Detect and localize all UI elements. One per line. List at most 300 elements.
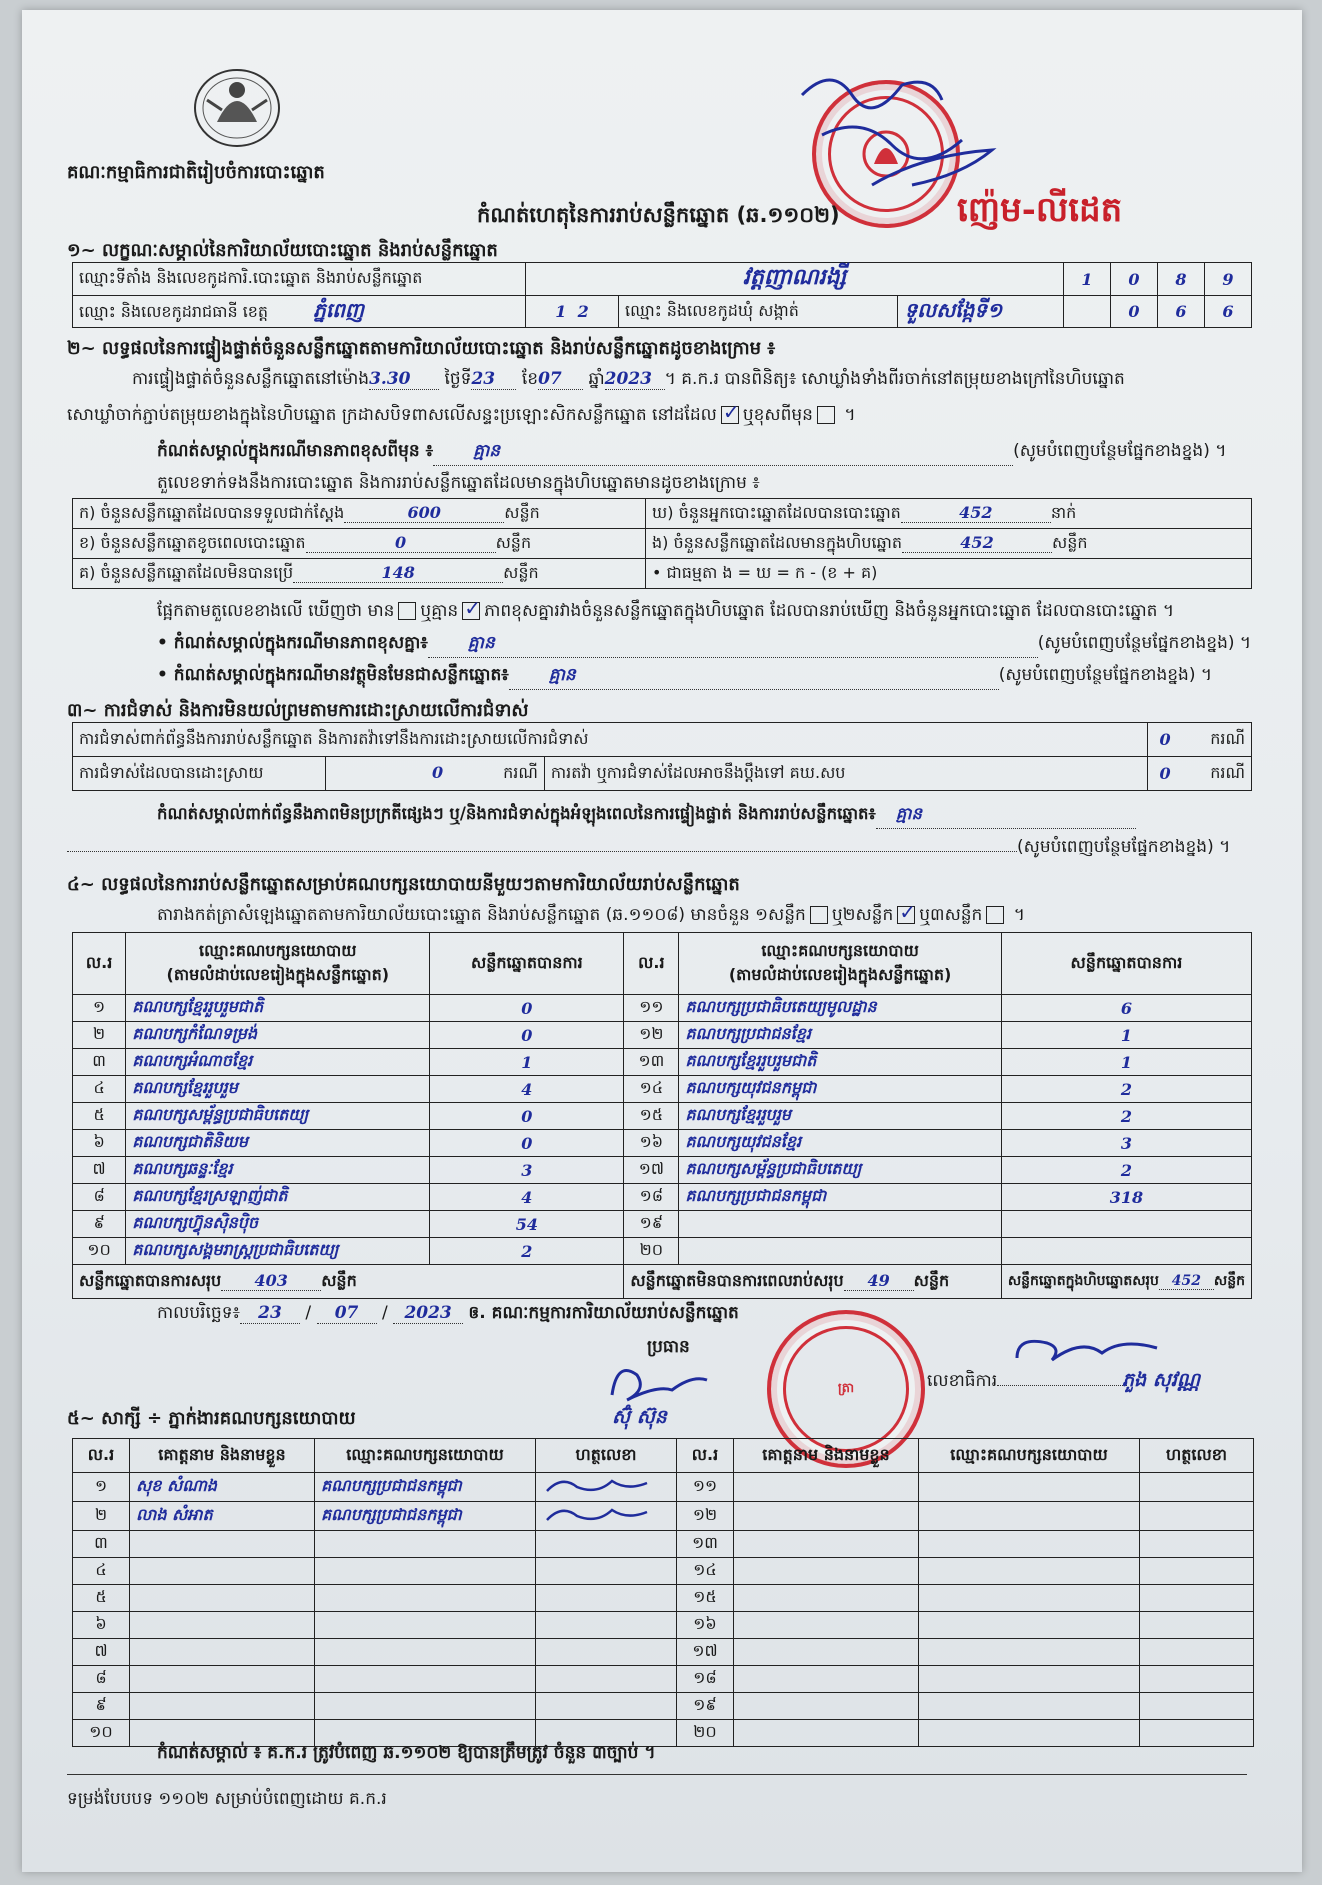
- witness-name: លាង សំអាត: [130, 1502, 315, 1531]
- result-no: ៩: [73, 1211, 126, 1238]
- witness-party: [315, 1585, 536, 1612]
- verify-time: 3.30: [369, 369, 439, 390]
- witness-no: ៩: [73, 1693, 130, 1720]
- verify-text-c: ខែ: [521, 369, 539, 389]
- results-col-no-left: ល.រ: [73, 933, 126, 995]
- verify-day: 23: [471, 369, 516, 390]
- witness-no: ១៥: [677, 1585, 734, 1612]
- verify-month: 07: [538, 369, 583, 390]
- site-code-4: 9: [1205, 263, 1252, 296]
- result-votes: 54: [430, 1211, 624, 1238]
- figure-e: [646, 529, 1252, 559]
- province-name: ភ្នំពេញ: [313, 297, 364, 322]
- result-votes: 0: [430, 1130, 624, 1157]
- sheets-line: តារាងកត់ត្រាសំឡេងឆ្នោតតាមការិយាល័យបោះឆ្នោត និងរាប់សន្លឹកឆ្នោត (ឆ.១១០៨) មានចំនួន ១សន្លឹក ឬ២សន្លឹក✓ ឬ៣សន្លឹក ។: [157, 904, 1025, 929]
- witness-signature: [1140, 1558, 1254, 1585]
- site-code-3: 8: [1158, 263, 1205, 296]
- secretary-dots: [997, 1385, 1127, 1386]
- witness-no: ១៩: [677, 1693, 734, 1720]
- result-votes: 0: [430, 1022, 624, 1049]
- sheets-1-checkbox[interactable]: [810, 906, 828, 924]
- difference-no-checkbox[interactable]: [462, 602, 480, 620]
- note2-value: គ្មាន: [428, 632, 1038, 658]
- complaint-row2-value-b: 0: [1147, 757, 1182, 791]
- witness-no: ២: [73, 1502, 130, 1531]
- witness-no: ២០: [677, 1720, 734, 1747]
- figure-e-label: ង) ចំនួនសន្លឹកឆ្នោតដែលមានក្នុងហិបឆ្នោត: [652, 532, 902, 552]
- witness-no: ១៤: [677, 1558, 734, 1585]
- complaint-row1-value: 0: [1147, 723, 1182, 757]
- result-no: ១៦: [624, 1130, 679, 1157]
- witness-name: [130, 1531, 315, 1558]
- witness-no: ៧: [73, 1639, 130, 1666]
- section3-heading: ៣~ ការជំទាស់ និងការមិនយល់ព្រមតាមការដោះស្រាយលើការជំទាស់: [67, 700, 529, 721]
- total-invalid-cell: [624, 1265, 1002, 1299]
- result-votes: 1: [1001, 1022, 1251, 1049]
- figure-c-unit: សន្លឹក: [503, 562, 539, 582]
- section3-note-line: [157, 804, 1136, 829]
- province-code-2: 2: [577, 302, 589, 321]
- witness-signature: [536, 1558, 677, 1585]
- result-party: គណបក្សសង្គមរាស្ត្រប្រជាធិបតេយ្យ: [126, 1238, 430, 1265]
- figure-a-label: ក) ចំនួនសន្លឹកឆ្នោតដែលបានទទួលជាក់ស្តែង: [79, 502, 345, 522]
- result-no: ៦: [73, 1130, 126, 1157]
- result-no: ១៤: [624, 1076, 679, 1103]
- section1-heading: ១~ លក្ខណៈសម្គាល់នៃការិយាល័យបោះឆ្នោត និងរាប់សន្លឹកឆ្នោត: [67, 240, 498, 261]
- figure-b-unit: សន្លឹក: [495, 532, 532, 552]
- result-party: គណបក្សអំណាចខ្មែរ: [126, 1049, 430, 1076]
- results-table: [72, 932, 1252, 1299]
- figure-c-label: គ) ចំនួនសន្លឹកឆ្នោតដែលមិនបានប្រើ: [79, 562, 294, 582]
- note1-fill-more: (សូមបំពេញបន្ថែមផ្នែកខាងខ្នង) ។: [1013, 441, 1227, 461]
- result-party: គណបក្សខ្មែររួបរួមជាតិ: [679, 1049, 1001, 1076]
- figure-d: [646, 499, 1252, 529]
- result-votes: 2: [1001, 1076, 1251, 1103]
- witness-signature: [536, 1666, 677, 1693]
- total-box-cell: [1001, 1265, 1251, 1299]
- result-party: គណបក្សឆន្ទៈខ្មែរ: [126, 1157, 430, 1184]
- results-row: [73, 1103, 1252, 1130]
- note3-label: • កំណត់សម្គាល់ក្នុងករណីមានវត្ថុមិនមែនជាសន្លឹកឆ្នោត៖: [157, 665, 509, 685]
- result-no: ១៣: [624, 1049, 679, 1076]
- result-votes: [1001, 1211, 1251, 1238]
- result-no: ៧: [73, 1157, 126, 1184]
- witness-signature: [1140, 1612, 1254, 1639]
- secretary-name: ភួង សុវណ្ណ: [1122, 1369, 1201, 1391]
- figure-a: [73, 499, 646, 529]
- total-box-value: 452: [1159, 1273, 1214, 1290]
- result-party: គណបក្សសម្ព័ន្ធប្រជាធិបតេយ្យ: [679, 1157, 1001, 1184]
- results-row: [73, 1184, 1252, 1211]
- result-no: ៨: [73, 1184, 126, 1211]
- witness-signature: [1140, 1585, 1254, 1612]
- section3-fill-more: (សូមបំពេញបន្ថែមផ្នែកខាងខ្នង) ។: [1017, 837, 1231, 857]
- witness-name: [130, 1558, 315, 1585]
- witness-row: [73, 1666, 1254, 1693]
- witness-signature: [536, 1612, 677, 1639]
- result-votes: 2: [1001, 1157, 1251, 1184]
- section2-heading: ២~ លទ្ធផលនៃការផ្ទៀងផ្ទាត់ចំនួនសន្លឹកឆ្នោតតាមការិយាល័យបោះឆ្នោត និងរាប់សន្លឹកឆ្នោតដូចខាងក្រោម ៖: [67, 338, 776, 359]
- witness-party: គណបក្សប្រជាជនកម្ពុជា: [315, 1473, 536, 1502]
- witness-col-name-left: គោត្តនាម និងនាមខ្លួន: [130, 1439, 315, 1473]
- witness-table: [72, 1438, 1254, 1747]
- date-day: 23: [240, 1303, 300, 1324]
- witness-name: [734, 1502, 919, 1531]
- results-col-party-left-1: ឈ្មោះគណបក្សនយោបាយ: [199, 940, 357, 960]
- witness-row: [73, 1531, 1254, 1558]
- result-party: គណបក្សខ្មែររួបរួម: [679, 1103, 1001, 1130]
- verify-year: 2023: [605, 369, 665, 390]
- complaint-row2-case-b: ករណី: [1182, 757, 1251, 791]
- witness-col-sign-right: ហត្ថលេខា: [1140, 1439, 1254, 1473]
- unchanged-checkbox[interactable]: [721, 406, 739, 424]
- witness-signature: [536, 1531, 677, 1558]
- witness-party: គណបក្សប្រជាជនកម្ពុជា: [315, 1502, 536, 1531]
- witness-name: [130, 1666, 315, 1693]
- result-party: គណបក្សប្រជាជនខ្មែរ: [679, 1022, 1001, 1049]
- witness-row: [73, 1558, 1254, 1585]
- witness-signature: [1140, 1693, 1254, 1720]
- complaint-row2-value: 0: [432, 762, 444, 782]
- section5-heading: ៥~ សាក្សី ÷ ភ្នាក់ងារគណបក្សនយោបាយ: [67, 1408, 356, 1429]
- stamp-name: ញ៉េម-លីដេត: [957, 190, 1123, 230]
- result-party: [679, 1238, 1001, 1265]
- result-party: គណបក្សខ្មែរស្រឡាញ់ជាតិ: [126, 1184, 430, 1211]
- witness-col-party-left: ឈ្មោះគណបក្សនយោបាយ: [315, 1439, 536, 1473]
- witness-signature: [536, 1473, 677, 1502]
- chair-signature: [597, 1355, 717, 1410]
- total-invalid-label: សន្លឹកឆ្នោតមិនបានការពេលរាប់សរុប: [630, 1270, 844, 1290]
- chair-label: ប្រធាន: [647, 1337, 690, 1357]
- province-label: [73, 296, 526, 328]
- result-no: ២០: [624, 1238, 679, 1265]
- note1-value: គ្មាន: [433, 440, 1013, 466]
- result-party: គណបក្សប្រជាធិបតេយ្យមូលដ្ឋាន: [679, 995, 1001, 1022]
- sheets-2-label: ឬ២សន្លឹក: [831, 905, 894, 925]
- date-year: 2023: [393, 1303, 463, 1324]
- note1-line: [157, 440, 1226, 466]
- witness-no: ១៣: [677, 1531, 734, 1558]
- figure-d-unit: នាក់: [1050, 502, 1077, 522]
- province-code-1: 1: [555, 302, 567, 321]
- result-no: ១១: [624, 995, 679, 1022]
- witness-signature-mark: [542, 1502, 652, 1526]
- witness-name: [130, 1693, 315, 1720]
- secretary-label-text: លេខាធិការ: [927, 1371, 998, 1391]
- result-votes: 1: [1001, 1049, 1251, 1076]
- figures-table: [72, 498, 1252, 589]
- result-party: គណបក្សសម្ព័ន្ធប្រជាធិបតេយ្យ: [126, 1103, 430, 1130]
- site-code-1: 1: [1064, 263, 1111, 296]
- results-row: [73, 995, 1252, 1022]
- result-votes: 3: [1001, 1130, 1251, 1157]
- witness-party: [919, 1558, 1140, 1585]
- verify-text-d: ឆ្នាំ: [588, 369, 605, 389]
- form-sheet: [22, 10, 1302, 1872]
- form-note: ទម្រង់បែបបទ ១១០២ សម្រាប់បំពេញដោយ គ.ក.រ: [67, 1789, 387, 1809]
- witness-party: [919, 1473, 1140, 1502]
- figure-e-value: 452: [902, 533, 1052, 553]
- date-line: កាលបរិច្ឆេទ៖ 23 / 07 / 2023 ឲ. គណៈកម្មការការិយាល័យរាប់សន្លឹកឆ្នោត: [157, 1303, 739, 1323]
- witness-row: [73, 1585, 1254, 1612]
- figure-a-unit: សន្លឹក: [504, 502, 540, 522]
- witness-signature: [1140, 1502, 1254, 1531]
- results-col-party-right: [679, 933, 1001, 995]
- result-no: ១៥: [624, 1103, 679, 1130]
- results-row: [73, 1130, 1252, 1157]
- note2-fill-more: (សូមបំពេញបន្ថែមផ្នែកខាងខ្នង) ។: [1037, 633, 1252, 653]
- witness-signature: [536, 1693, 677, 1720]
- result-party: គណបក្សប្រជាជនកម្ពុជា: [679, 1184, 1001, 1211]
- total-invalid-unit: សន្លឹក: [913, 1270, 950, 1290]
- result-party: គណបក្សខ្មែររួបរួមជាតិ: [126, 995, 430, 1022]
- witness-name: [734, 1612, 919, 1639]
- committee-name: គណៈកម្មាធិការជាតិរៀបចំការបោះឆ្នោត: [67, 162, 325, 183]
- witness-party: [919, 1502, 1140, 1531]
- commune-code-3: 6: [1205, 296, 1252, 328]
- result-votes: 0: [430, 995, 624, 1022]
- total-box-unit: សន្លឹក: [1213, 1273, 1245, 1289]
- witness-party: [919, 1585, 1140, 1612]
- results-row: [73, 1049, 1252, 1076]
- result-party: គណបក្សយុវជនខ្មែរ: [679, 1130, 1001, 1157]
- province-label-text: ឈ្មោះ និងលេខកូដរាជធានី ខេត្ត: [79, 301, 269, 321]
- figure-b: [73, 529, 646, 559]
- result-party: គណបក្សហ៊្វុនស៊ិនប៉ិច: [126, 1211, 430, 1238]
- difference-yes-checkbox[interactable]: [398, 602, 416, 620]
- witness-no: ១៨: [677, 1666, 734, 1693]
- total-valid-cell: [73, 1265, 624, 1299]
- result-no: ១០: [73, 1238, 126, 1265]
- results-row: [73, 1022, 1252, 1049]
- commune-code-1: 0: [1111, 296, 1158, 328]
- site-name: វត្តញាណរង្សី: [526, 263, 1064, 296]
- note2-label: • កំណត់សម្គាល់ក្នុងករណីមានភាពខុសគ្នា៖: [157, 633, 428, 653]
- witness-name: [130, 1585, 315, 1612]
- result-party: គណបក្សជាតិនិយម: [126, 1130, 430, 1157]
- verification-line: [132, 368, 1125, 393]
- result-votes: 2: [1001, 1103, 1251, 1130]
- compare-line: [157, 600, 1174, 625]
- witness-signature: [1140, 1666, 1254, 1693]
- results-col-votes-right: សន្លឹកឆ្នោតបានការ: [1001, 933, 1251, 995]
- commune-code-blank: [1064, 296, 1111, 328]
- total-valid-value: 403: [221, 1271, 321, 1291]
- verify-text-a: ការផ្ទៀងផ្ទាត់ចំនួនសន្លឹកឆ្នោតនៅម៉ោង: [132, 369, 370, 389]
- result-no: ៣: [73, 1049, 126, 1076]
- commune-label: ឈ្មោះ និងលេខកូដឃុំ សង្កាត់: [619, 296, 898, 328]
- witness-name: [734, 1531, 919, 1558]
- changed-checkbox[interactable]: [817, 406, 835, 424]
- sheets-3-label: ឬ៣សន្លឹក: [919, 905, 983, 925]
- witness-name: [734, 1693, 919, 1720]
- results-row: [73, 1238, 1252, 1265]
- figure-d-label: ឃ) ចំនួនអ្នកបោះឆ្នោតដែលបានបោះឆ្នោត: [652, 502, 901, 522]
- result-no: ៥: [73, 1103, 126, 1130]
- compare-text-b: ឬគ្មាន: [420, 601, 459, 621]
- figure-b-value: 0: [306, 533, 496, 553]
- result-votes: 2: [430, 1238, 624, 1265]
- witness-name: [734, 1666, 919, 1693]
- section3-blank-dots: [67, 851, 1017, 852]
- date-label: កាលបរិច្ឆេទ៖: [157, 1303, 241, 1323]
- witness-signature: [1140, 1720, 1254, 1747]
- witness-party: [919, 1639, 1140, 1666]
- witness-party: [919, 1531, 1140, 1558]
- date-month: 07: [317, 1303, 377, 1324]
- result-votes: 1: [430, 1049, 624, 1076]
- witness-col-name-right: គោត្តនាម និងនាមខ្លួន: [734, 1439, 919, 1473]
- sheets-text: តារាងកត់ត្រាសំឡេងឆ្នោតតាមការិយាល័យបោះឆ្នោត និងរាប់សន្លឹកឆ្នោត (ឆ.១១០៨) មានចំនួន ១សន្លឹក: [157, 905, 806, 925]
- witness-name: [734, 1473, 919, 1502]
- witness-no: ៥: [73, 1585, 130, 1612]
- result-votes: 318: [1001, 1184, 1251, 1211]
- result-no: ១: [73, 995, 126, 1022]
- result-no: ៤: [73, 1076, 126, 1103]
- witness-party: [315, 1531, 536, 1558]
- total-valid-unit: សន្លឹក: [321, 1270, 357, 1290]
- witness-signature: [536, 1585, 677, 1612]
- site-label: ឈ្មោះទីតាំង និងលេខកូដការិ.បោះឆ្នោត និងរាប់សន្លឹកឆ្នោត: [73, 263, 526, 296]
- witness-col-no-right: ល.រ: [677, 1439, 734, 1473]
- section3-note-label: កំណត់សម្គាល់ពាក់ព័ន្ធនឹងភាពមិនប្រក្រតីផ្សេងៗ ឬ/និងការជំទាស់ក្នុងអំឡុងពេលនៃការផ្ទៀងផ្ទាត់ និងការរាប់សន្លឹកឆ្នោត៖: [157, 804, 876, 823]
- complaint-row2-case: ករណី: [503, 762, 538, 782]
- witness-signature-mark: [542, 1473, 652, 1497]
- commune-name: ទួលសង្កែទី១: [898, 296, 1064, 328]
- figure-d-value: 452: [901, 503, 1051, 523]
- result-votes: 4: [430, 1184, 624, 1211]
- witness-name: សុខ សំណាង: [130, 1473, 315, 1502]
- total-valid-label: សន្លឹកឆ្នោតបានការសរុប: [79, 1270, 222, 1290]
- footnote: កំណត់សម្គាល់ ៖ គ.ក.រ ត្រូវបំពេញ ឆ.១១០២ ឱ្យបានត្រឹមត្រូវ ចំនួន ៣ច្បាប់ ។: [157, 1743, 656, 1763]
- witness-party: [315, 1693, 536, 1720]
- stamp-label: ត្រា: [837, 1380, 855, 1396]
- compare-text-c: ភាពខុសគ្នារវាងចំនួនសន្លឹកឆ្នោតក្នុងហិបឆ្នោត ដែលបានរាប់ឃើញ និងចំនួនអ្នកបោះឆ្នោត ដែលបានបោះឆ្នោត ។: [484, 601, 1175, 621]
- result-votes: 3: [430, 1157, 624, 1184]
- witness-signature: [536, 1639, 677, 1666]
- witness-no: ១១: [677, 1473, 734, 1502]
- witness-name: [734, 1558, 919, 1585]
- chair-name: ស៊ុំ ស៊ុន: [612, 1406, 667, 1428]
- witness-name: [130, 1639, 315, 1666]
- result-no: ១៧: [624, 1157, 679, 1184]
- verify-text-b: ថ្ងៃទី: [444, 369, 472, 389]
- figure-c: [73, 559, 646, 589]
- witness-party: [919, 1612, 1140, 1639]
- total-invalid-value: 49: [844, 1271, 914, 1291]
- note3-line: [157, 664, 1212, 690]
- form-title: កំណត់ហេតុនៃការរាប់សន្លឹកឆ្នោត (ឆ.១១០២): [477, 203, 840, 227]
- section3-fill-line: [67, 836, 1230, 861]
- figures-intro: តួលេខទាក់ទងនឹងការបោះឆ្នោត និងការរាប់សន្លឹកឆ្នោតដែលមានក្នុងហិបឆ្នោតមានដូចខាងក្រោម ៖: [157, 473, 760, 493]
- witness-signature: [536, 1502, 677, 1531]
- witness-row: [73, 1693, 1254, 1720]
- changed-label: ឬខុសពីមុន: [742, 405, 813, 425]
- witness-no: ១៧: [677, 1639, 734, 1666]
- result-party: គណបក្សខ្មែររួបរួម: [126, 1076, 430, 1103]
- note3-value: គ្មាន: [509, 664, 999, 690]
- note3-fill-more: (សូមបំពេញបន្ថែមផ្នែកខាងខ្នង) ។: [998, 665, 1213, 685]
- section4-heading: ៤~ លទ្ធផលនៃការរាប់សន្លឹកឆ្នោតសម្រាប់គណបក្សនយោបាយនីមួយៗតាមការិយាល័យរាប់សន្លឹកឆ្នោត: [67, 874, 740, 895]
- note1-label: កំណត់សម្គាល់ក្នុងករណីមានភាពខុសពីមុន ៖: [157, 441, 434, 461]
- result-party: គណបក្សកំណែទម្រង់: [126, 1022, 430, 1049]
- witness-row: [73, 1612, 1254, 1639]
- site-code-2: 0: [1111, 263, 1158, 296]
- sheets-2-checkbox[interactable]: [897, 906, 915, 924]
- witness-no: ១៦: [677, 1612, 734, 1639]
- witness-col-no-left: ល.រ: [73, 1439, 130, 1473]
- results-row: [73, 1211, 1252, 1238]
- witness-name: [130, 1612, 315, 1639]
- result-no: ១៩: [624, 1211, 679, 1238]
- witness-no: ១២: [677, 1502, 734, 1531]
- witness-no: ៨: [73, 1666, 130, 1693]
- complaint-row2-label: ការជំទាស់ដែលបានដោះស្រាយ: [73, 757, 326, 791]
- result-no: ១៨: [624, 1184, 679, 1211]
- witness-signature: [1140, 1531, 1254, 1558]
- result-no: ១២: [624, 1022, 679, 1049]
- top-signature: [792, 55, 1032, 205]
- figure-a-value: 600: [344, 503, 504, 523]
- witness-name: [734, 1585, 919, 1612]
- complaint-row2-label-b: ការតវ៉ា ឬការជំទាស់ដែលអាចនឹងប្តឹងទៅ គឃ.សប: [544, 757, 1147, 791]
- witness-row: [73, 1502, 1254, 1531]
- footer-divider: [67, 1774, 1247, 1775]
- witness-no: ៣: [73, 1531, 130, 1558]
- witness-no: ១០: [73, 1720, 130, 1747]
- section3-note-value: គ្មាន: [876, 804, 1136, 829]
- result-party: គណបក្សយុវជនកម្ពុជា: [679, 1076, 1001, 1103]
- witness-no: ១: [73, 1473, 130, 1502]
- witness-col-sign-left: ហត្ថលេខា: [536, 1439, 677, 1473]
- commune-code-2: 6: [1158, 296, 1205, 328]
- sheets-3-checkbox[interactable]: [986, 906, 1004, 924]
- complaint-row2-cell: [326, 757, 545, 791]
- results-col-party-left: [126, 933, 430, 995]
- results-col-votes-left: សន្លឹកឆ្នោតបានការ: [430, 933, 624, 995]
- results-col-party-right-1: ឈ្មោះគណបក្សនយោបាយ: [761, 940, 919, 960]
- date-suffix: ឲ. គណៈកម្មការការិយាល័យរាប់សន្លឹកឆ្នោត: [468, 1303, 739, 1323]
- figure-e-unit: សន្លឹក: [1052, 532, 1088, 552]
- results-col-no-right: ល.រ: [624, 933, 679, 995]
- figure-b-label: ខ) ចំនួនសន្លឹកឆ្នោតខូចពេលបោះឆ្នោត: [79, 532, 306, 552]
- witness-signature: [1140, 1473, 1254, 1502]
- figure-c-value: 148: [293, 563, 503, 583]
- formula: • ជាធម្មតា ង = ឃ = ក - (ខ + គ): [646, 559, 1252, 589]
- results-col-party-right-2: (តាមលំដាប់លេខរៀងក្នុងសន្លឹកឆ្នោត): [728, 964, 952, 984]
- complaint-row1-case: ករណី: [1182, 723, 1251, 757]
- witness-row: [73, 1639, 1254, 1666]
- witness-party: [315, 1558, 536, 1585]
- note2-line: [157, 632, 1251, 658]
- result-votes: [1001, 1238, 1251, 1265]
- total-box-label: សន្លឹកឆ្នោតក្នុងហិបឆ្នោតសរុប: [1007, 1273, 1159, 1289]
- witness-party: [919, 1720, 1140, 1747]
- result-votes: 6: [1001, 995, 1251, 1022]
- witness-col-party-right: ឈ្មោះគណបក្សនយោបាយ: [919, 1439, 1140, 1473]
- witness-party: [315, 1612, 536, 1639]
- result-party: [679, 1211, 1001, 1238]
- complaints-table: [72, 722, 1252, 791]
- witness-signature: [1140, 1639, 1254, 1666]
- verify-text-e: ។ គ.ក.រ បានពិនិត្យ៖ សោឃ្លាំងទាំងពីរចាក់នៅតម្រុយខាងក្រៅនៃហិបឆ្នោត: [664, 369, 1125, 389]
- emblem-logo: [177, 60, 297, 155]
- witness-party: [315, 1639, 536, 1666]
- results-row: [73, 1076, 1252, 1103]
- witness-no: ៤: [73, 1558, 130, 1585]
- result-no: ២: [73, 1022, 126, 1049]
- seal-text: សោឃ្លាំចាក់ភ្ជាប់តម្រុយខាងក្នុងនៃហិបឆ្នោត ក្រដាសបិទពាសលើសន្ទះប្រឡោះសិកសន្លឹកឆ្នោត នៅដដែល: [67, 405, 717, 425]
